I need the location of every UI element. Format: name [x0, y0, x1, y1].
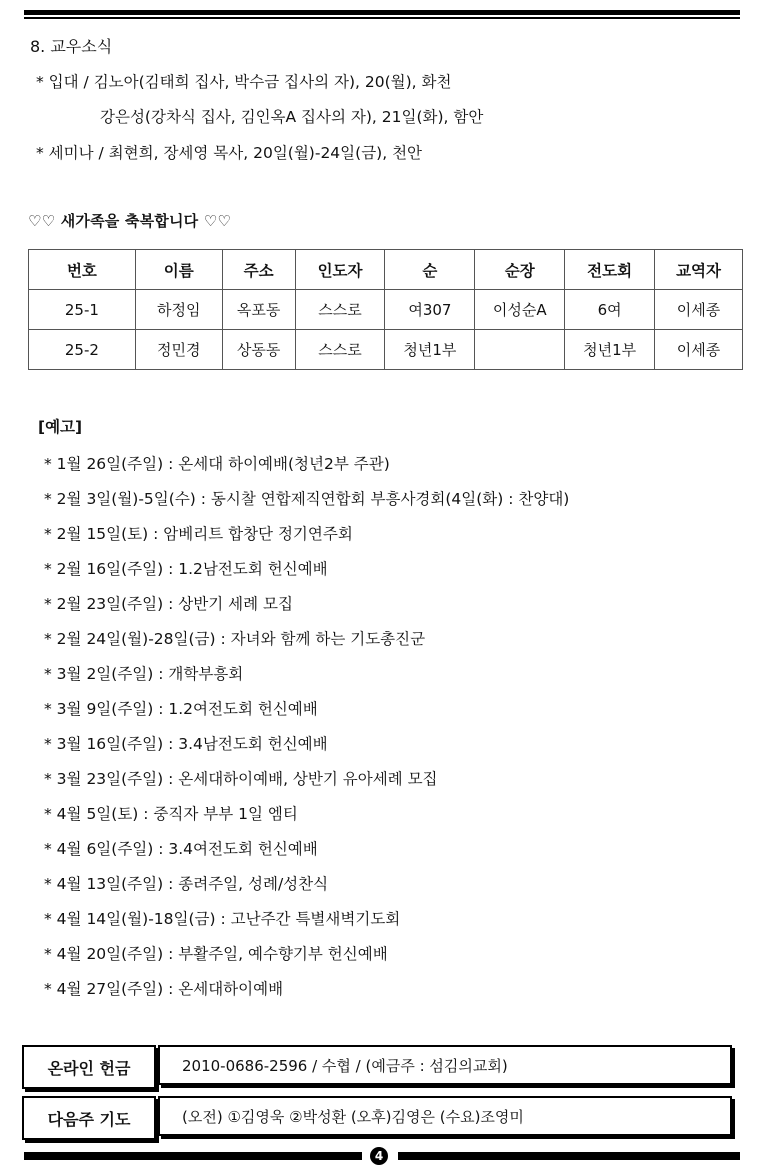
schedule-item: * 3월 16일(주일) : 3.4남전도회 헌신예배 [44, 735, 328, 753]
new-family-table [28, 249, 743, 370]
cell-guide: 스스로 [295, 290, 385, 330]
top-rule-thick [24, 10, 740, 15]
schedule-item: * 3월 9일(주일) : 1.2여전도회 헌신예배 [44, 700, 318, 718]
news-item-enlist-2: 강은성(강차식 집사, 김인옥A 집사의 자), 21일(화), 함안 [100, 108, 484, 126]
col-group-header: 순 [385, 250, 475, 290]
schedule-item: * 4월 6일(주일) : 3.4여전도회 헌신예배 [44, 840, 318, 858]
cell-number: 25-2 [29, 330, 136, 370]
col-group-leader-header: 순장 [475, 250, 565, 290]
col-guide-header: 인도자 [295, 250, 385, 290]
cell-guide: 스스로 [295, 330, 385, 370]
church-news-title: 8. 교우소식 [30, 37, 113, 56]
top-rule-thin [24, 17, 740, 19]
schedule-item: * 2월 3일(월)-5일(수) : 동시찰 연합제직연합회 부흥사경회(4일(화) : 찬양대) [44, 490, 570, 508]
schedule-item: * 4월 14일(월)-18일(금) : 고난주간 특별새벽기도회 [44, 910, 401, 928]
schedule-item: * 4월 20일(주일) : 부활주일, 예수향기부 헌신예배 [44, 945, 388, 963]
cell-group-leader [475, 330, 565, 370]
cell-group: 여307 [385, 290, 475, 330]
cell-group: 청년1부 [385, 330, 475, 370]
next-prayer-label: 다음주 기도 [22, 1096, 156, 1140]
schedule-item: * 2월 23일(주일) : 상반기 세례 모집 [44, 595, 293, 613]
bottom-rule-right [398, 1152, 740, 1160]
cell-number: 25-1 [29, 290, 136, 330]
col-mission-header: 전도회 [565, 250, 655, 290]
cell-address: 상동동 [222, 330, 295, 370]
schedule-item: * 4월 13일(주일) : 종려주일, 성례/성찬식 [44, 875, 329, 893]
new-family-heading: ♡♡ 새가족을 축복합니다 ♡♡ [28, 212, 232, 230]
schedule-item: * 2월 16일(주일) : 1.2남전도회 헌신예배 [44, 560, 328, 578]
bottom-rule-left [24, 1152, 362, 1160]
schedule-item: * 2월 24일(월)-28일(금) : 자녀와 함께 하는 기도총진군 [44, 630, 426, 648]
col-number-header: 번호 [29, 250, 136, 290]
schedule-item: * 4월 27일(주일) : 온세대하이예배 [44, 980, 284, 998]
page-number-badge: 4 [370, 1147, 388, 1165]
schedule-item: * 2월 15일(토) : 암베리트 합창단 정기연주회 [44, 525, 353, 543]
table-header-row [29, 250, 743, 290]
cell-name: 정민경 [135, 330, 222, 370]
schedule-item: * 3월 23일(주일) : 온세대하이예배, 상반기 유아세례 모집 [44, 770, 438, 788]
table-row [29, 290, 743, 330]
next-prayer-list: (오전) ①김영욱 ②박성환 (오후)김영은 (수요)조영미 [158, 1096, 732, 1136]
cell-group-leader: 이성순A [475, 290, 565, 330]
schedule-item: * 3월 2일(주일) : 개학부흥회 [44, 665, 244, 683]
table-row [29, 330, 743, 370]
schedule-title: [예고] [38, 418, 83, 436]
online-offering-label: 온라인 헌금 [22, 1045, 156, 1089]
news-item-seminar: * 세미나 / 최현희, 장세영 목사, 20일(월)-24일(금), 천안 [36, 144, 423, 162]
cell-mission: 청년1부 [565, 330, 655, 370]
cell-name: 하정임 [135, 290, 222, 330]
schedule-item: * 1월 26일(주일) : 온세대 하이예배(청년2부 주관) [44, 455, 390, 473]
news-item-enlist-1: * 입대 / 김노아(김태희 집사, 박수금 집사의 자), 20(월), 화천 [36, 73, 452, 91]
cell-address: 옥포동 [222, 290, 295, 330]
col-address-header: 주소 [222, 250, 295, 290]
cell-pastor: 이세종 [655, 290, 743, 330]
online-offering-account: 2010-0686-2596 / 수협 / (예금주 : 섬김의교회) [158, 1045, 732, 1085]
cell-mission: 6여 [565, 290, 655, 330]
cell-pastor: 이세종 [655, 330, 743, 370]
schedule-item: * 4월 5일(토) : 중직자 부부 1일 엠티 [44, 805, 298, 823]
col-name-header: 이름 [135, 250, 222, 290]
col-pastor-header: 교역자 [655, 250, 743, 290]
